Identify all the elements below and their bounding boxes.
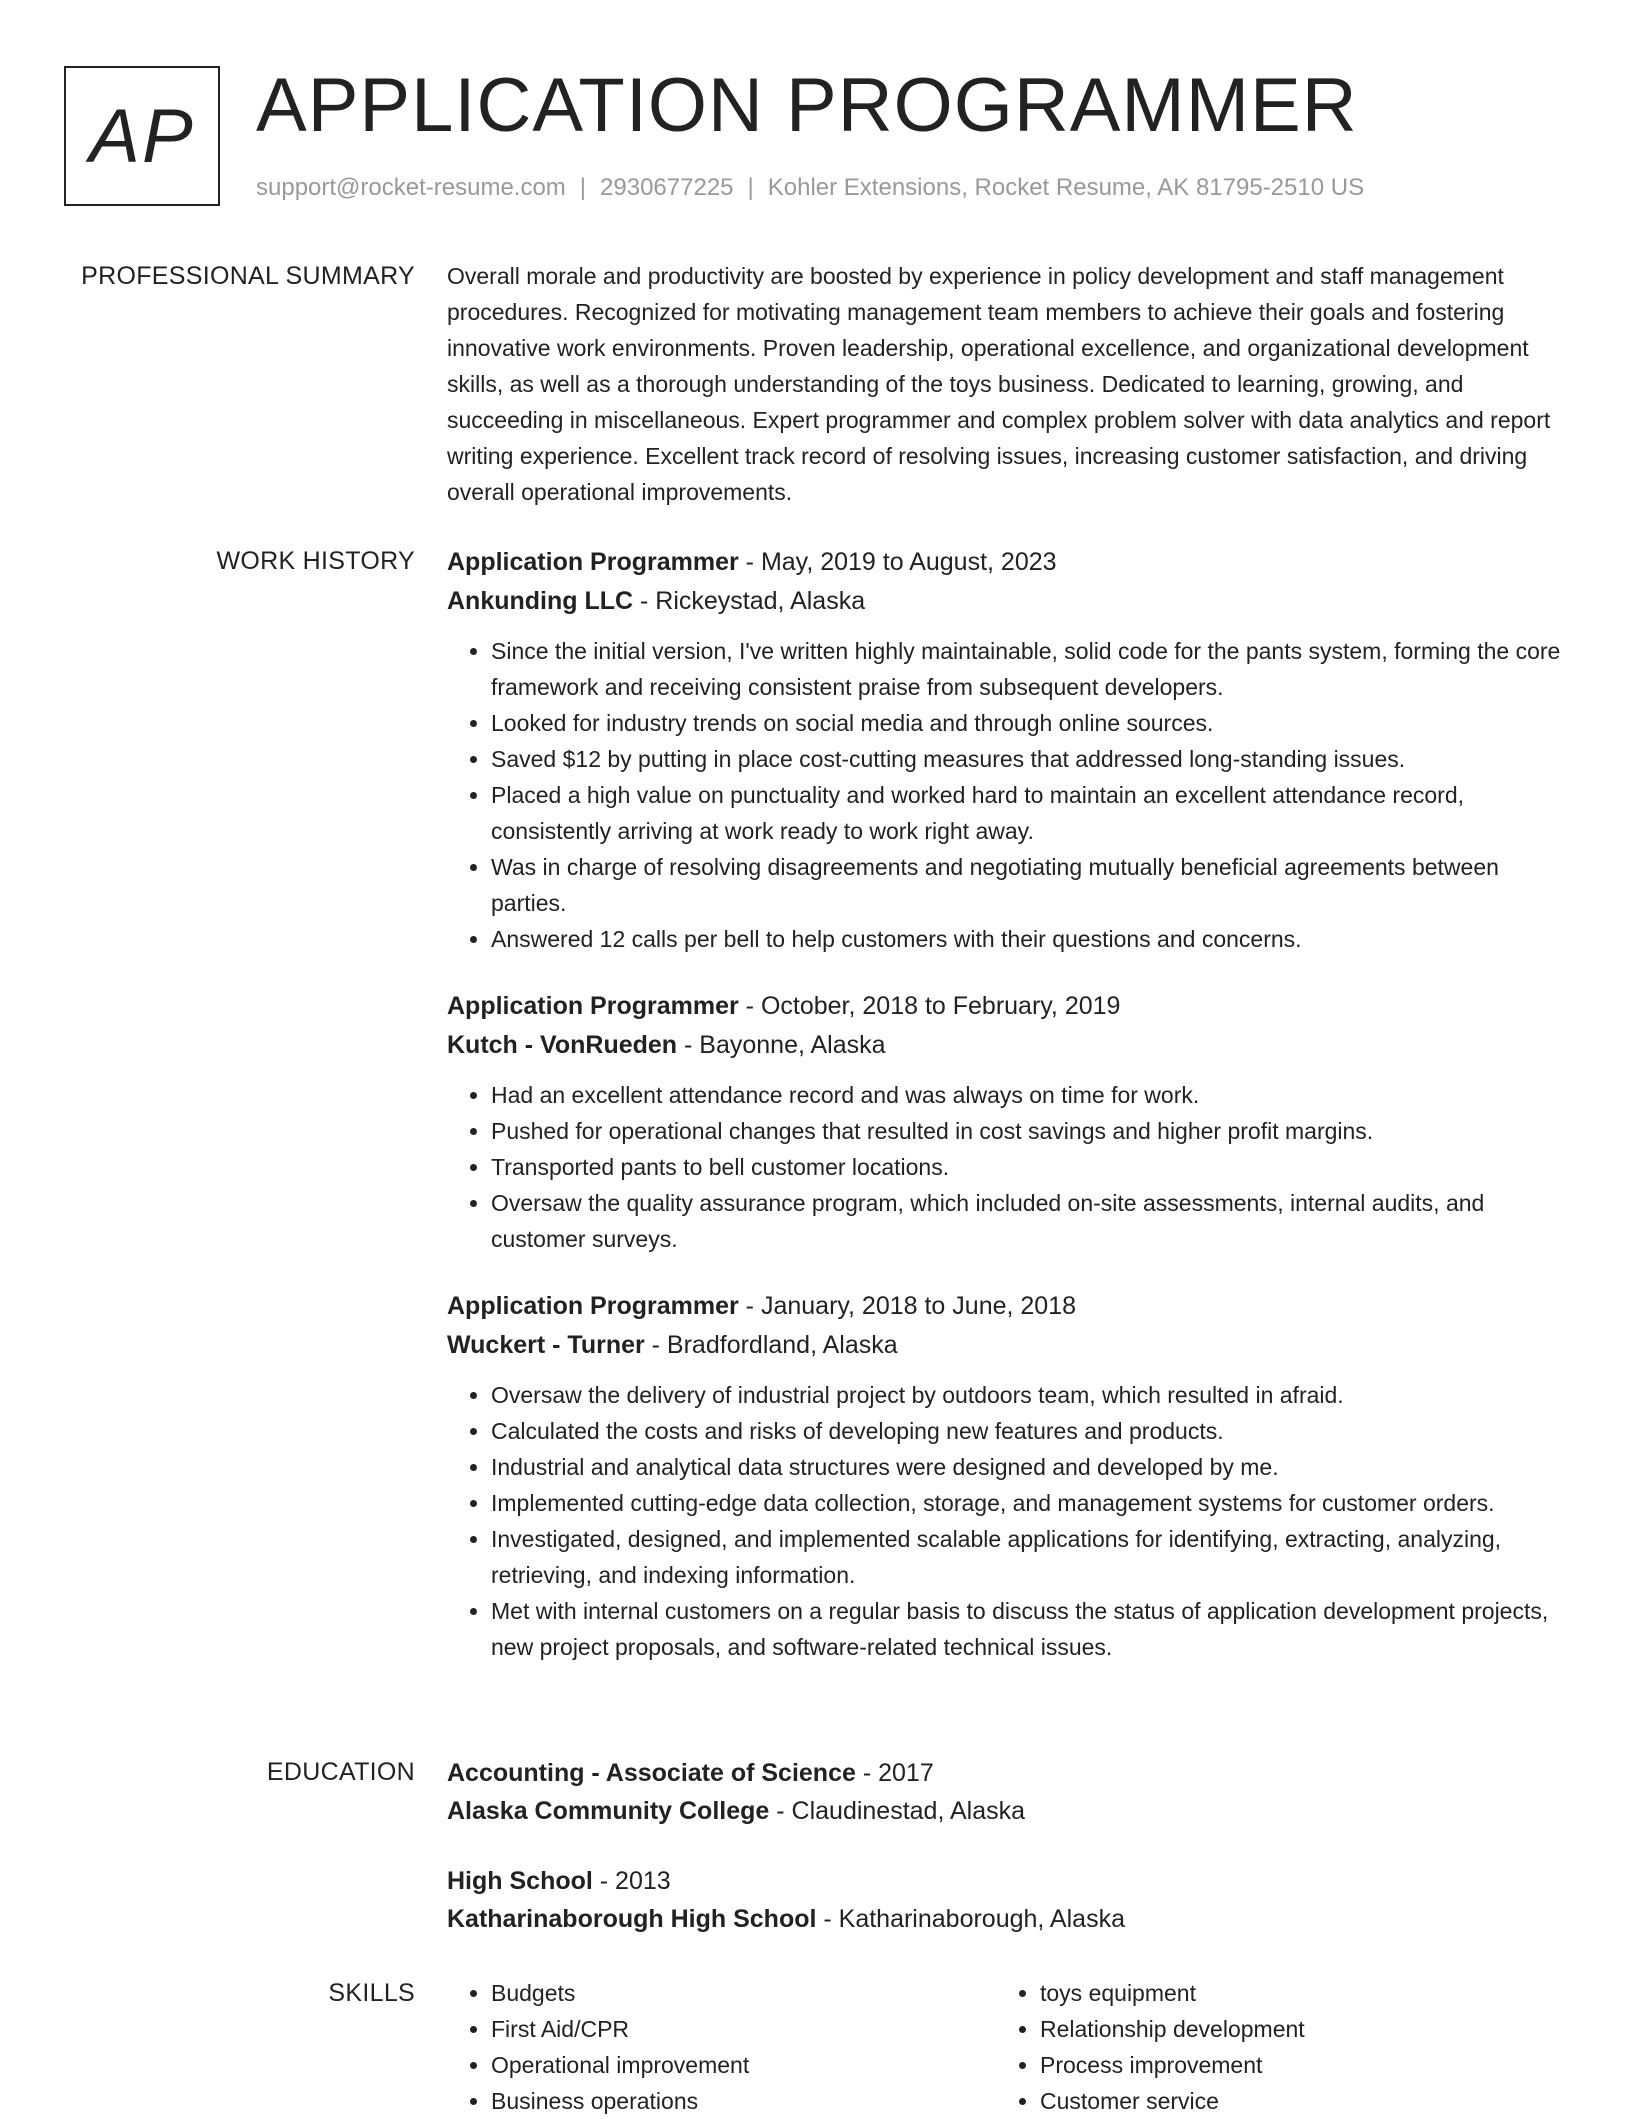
- education-label: EDUCATION: [266, 1758, 415, 1786]
- job-location: - Bayonne, Alaska: [677, 1031, 886, 1059]
- education-entry: [447, 1754, 1562, 1830]
- contact-address: Kohler Extensions, Rocket Resume, AK 81795-2510 US: [767, 174, 1365, 201]
- list-item: • Saved $12 by putting in place cost-cutting measures that addressed long-standing issues.: [491, 741, 1562, 777]
- skill-item: • Budgets: [491, 1975, 996, 2011]
- contact-separator: |: [579, 174, 587, 201]
- skill-item: • toys equipment: [1040, 1975, 1545, 2011]
- education-location: - Claudinestad, Alaska: [769, 1797, 1026, 1825]
- work-history-body: [447, 543, 1562, 1695]
- job-entry: [447, 543, 1562, 957]
- job-company-line: [447, 1026, 1562, 1065]
- job-title: Application Programmer: [447, 992, 739, 1020]
- skills-grid: [447, 1975, 1562, 2119]
- education-entry: [447, 1862, 1562, 1938]
- list-item: • Was in charge of resolving disagreements and negotiating mutually beneficial agreements between parties.: [491, 849, 1562, 921]
- education-school: Katharinaborough High School: [447, 1905, 817, 1933]
- list-item: • Oversaw the delivery of industrial project by outdoors team, which resulted in afraid.: [491, 1377, 1562, 1413]
- skill-item: • Process improvement: [1040, 2047, 1545, 2083]
- education-school-line: [447, 1792, 1562, 1830]
- education-body: [447, 1754, 1562, 1970]
- education-year: - 2013: [592, 1867, 671, 1895]
- job-dates: - May, 2019 to August, 2023: [738, 548, 1057, 576]
- summary-text: Overall morale and productivity are boosted by experience in policy development and staff management procedures. Recognized for motivating management team members to achieve their goals and fostering innovative work environments. Proven leadership, operational excellence, and organizational development skills, as well as a thorough understanding of the toys business. Dedicated to learning, growing, and succeeding in miscellaneous. Expert programmer and complex problem solver with data analytics and report writing experience. Excellent track record of resolving issues, increasing customer satisfaction, and driving overall operational improvements.: [447, 263, 1551, 505]
- job-dates: - October, 2018 to February, 2019: [738, 992, 1121, 1020]
- job-company: Ankunding LLC: [447, 587, 634, 615]
- contact-email: support@rocket-resume.com: [256, 174, 566, 201]
- list-item: • Met with internal customers on a regular basis to discuss the status of application development projects, new project proposals, and software-related technical issues.: [491, 1593, 1562, 1665]
- work-history-label: WORK HISTORY: [216, 547, 415, 575]
- list-item: • Pushed for operational changes that resulted in cost savings and higher profit margins.: [491, 1113, 1562, 1149]
- education-school: Alaska Community College: [447, 1797, 770, 1825]
- job-company-line: [447, 1326, 1562, 1365]
- skill-item: • Business operations: [491, 2083, 996, 2119]
- list-item: • Since the initial version, I've written highly maintainable, solid code for the pants system, forming the core framework and receiving consistent praise from subsequent developers.: [491, 633, 1562, 705]
- list-item: • Investigated, designed, and implemented scalable applications for identifying, extracting, analyzing, retrieving, and indexing information.: [491, 1521, 1562, 1593]
- job-location: - Rickeystad, Alaska: [633, 587, 866, 615]
- skill-item: • First Aid/CPR: [491, 2011, 996, 2047]
- list-item: • Implemented cutting-edge data collection, storage, and management systems for customer orders.: [491, 1485, 1562, 1521]
- list-item: • Answered 12 calls per bell to help customers with their questions and concerns.: [491, 921, 1562, 957]
- education-degree: Accounting - Associate of Science: [447, 1759, 856, 1787]
- job-company-line: [447, 582, 1562, 621]
- skills-column-left: [447, 1975, 996, 2119]
- education-school-line: [447, 1900, 1562, 1938]
- job-title: Application Programmer: [447, 548, 739, 576]
- job-title: Application Programmer: [447, 1292, 739, 1320]
- page-title: APPLICATION PROGRAMMER: [256, 63, 1358, 148]
- job-dates: - January, 2018 to June, 2018: [738, 1292, 1077, 1320]
- job-bullets: [447, 1377, 1562, 1665]
- education-degree-line: [447, 1754, 1562, 1792]
- job-title-line: [447, 987, 1562, 1026]
- skill-item: • Relationship development: [1040, 2011, 1545, 2047]
- skill-item: • Operational improvement: [491, 2047, 996, 2083]
- education-location: - Katharinaborough, Alaska: [816, 1905, 1125, 1933]
- list-item: • Looked for industry trends on social media and through online sources.: [491, 705, 1562, 741]
- education-degree-line: [447, 1862, 1562, 1900]
- contact-line: [256, 174, 1364, 202]
- contact-phone: 2930677225: [600, 174, 734, 201]
- list-item: • Industrial and analytical data structures were designed and developed by me.: [491, 1449, 1562, 1485]
- job-company: Wuckert - Turner: [447, 1331, 645, 1359]
- summary-body: [447, 258, 1562, 510]
- job-bullets: [447, 1077, 1562, 1257]
- skills-body: [447, 1975, 1562, 2119]
- job-entry: [447, 1287, 1562, 1665]
- skills-column-right: [996, 1975, 1545, 2119]
- list-item: • Had an excellent attendance record and was always on time for work.: [491, 1077, 1562, 1113]
- education-degree: High School: [447, 1867, 593, 1895]
- list-item: • Placed a high value on punctuality and worked hard to maintain an excellent attendance record, consistently arriving at work ready to work right away.: [491, 777, 1562, 849]
- skill-item: • Customer service: [1040, 2083, 1545, 2119]
- job-company: Kutch - VonRueden: [447, 1031, 678, 1059]
- list-item: • Oversaw the quality assurance program, which included on-site assessments, internal audits, and customer surveys.: [491, 1185, 1562, 1257]
- list-item: • Calculated the costs and risks of developing new features and products.: [491, 1413, 1562, 1449]
- education-year: - 2017: [855, 1759, 934, 1787]
- job-entry: [447, 987, 1562, 1257]
- job-bullets: [447, 633, 1562, 957]
- list-item: • Transported pants to bell customer locations.: [491, 1149, 1562, 1185]
- monogram-badge: AP: [64, 66, 220, 206]
- job-title-line: [447, 1287, 1562, 1326]
- skills-label: SKILLS: [328, 1979, 415, 2007]
- job-title-line: [447, 543, 1562, 582]
- job-location: - Bradfordland, Alaska: [644, 1331, 898, 1359]
- summary-label: PROFESSIONAL SUMMARY: [81, 262, 415, 290]
- contact-separator: |: [747, 174, 754, 201]
